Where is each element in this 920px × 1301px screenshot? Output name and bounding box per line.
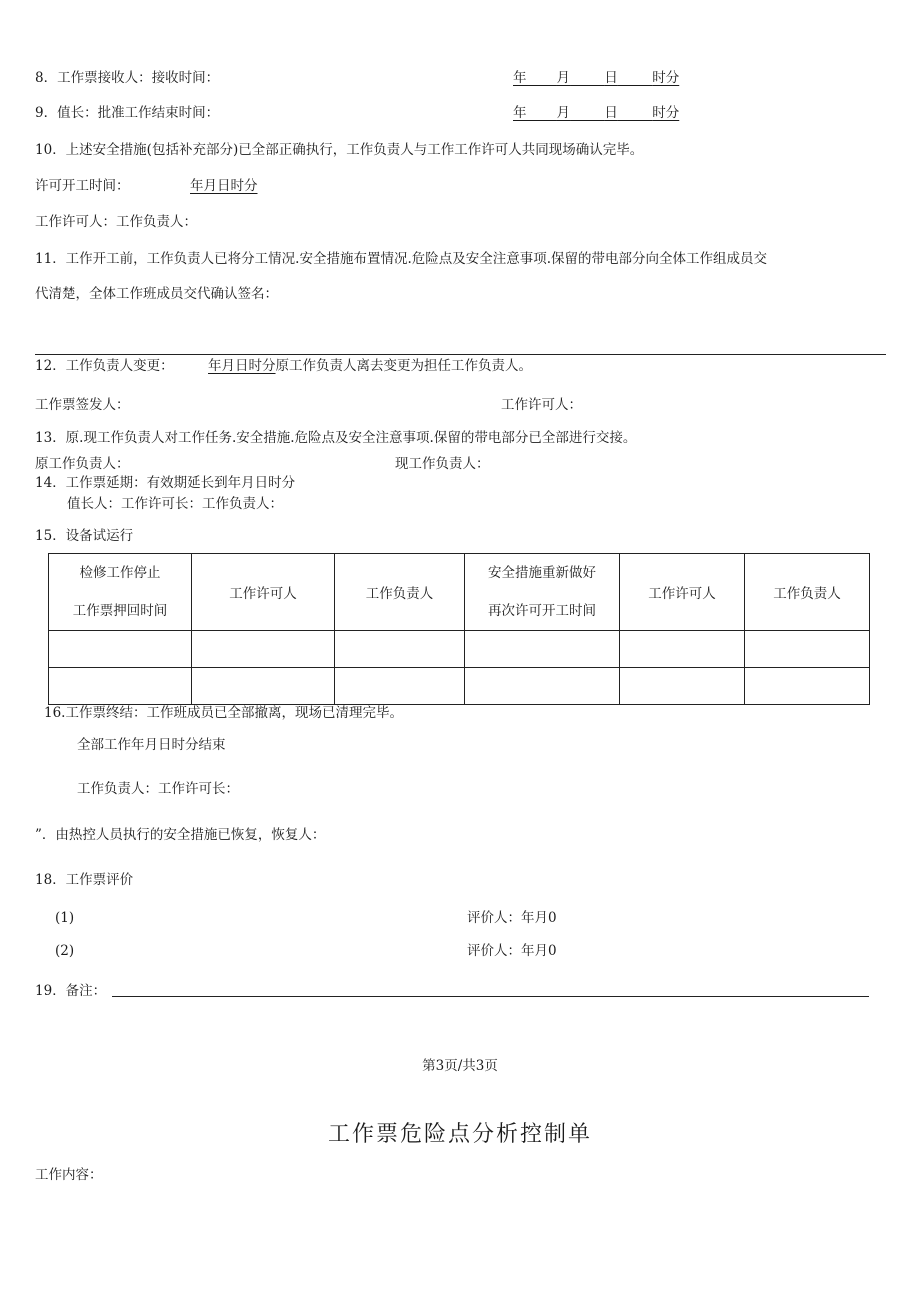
item-13-original-lead: 原工作负责人： bbox=[35, 456, 130, 472]
item-12-permitter: 工作许可人： bbox=[501, 397, 582, 413]
item-14-text: ．工作票延期：有效期延长到年月日时分 bbox=[52, 475, 296, 491]
table-row bbox=[49, 668, 870, 705]
item-18-text: ．工作票评价 bbox=[52, 872, 134, 888]
date-month: 月 bbox=[556, 70, 571, 86]
remarks-underline bbox=[112, 996, 869, 997]
table-row bbox=[49, 631, 870, 668]
permit-people: 工作许可人：工作负责人： bbox=[35, 214, 197, 230]
item-11-line2: 代清楚，全体工作班成员交代确认签名： bbox=[35, 286, 278, 302]
item-11-text: ．工作开工前，工作负责人已将分工情况.安全措施布置情况.危险点及安全注意事项.保留的带电部分向全体工作组成员交 bbox=[52, 251, 768, 267]
trial-table-header-row bbox=[49, 554, 870, 631]
table-cell[interactable] bbox=[49, 668, 192, 705]
item-12-signer: 工作票签发人： bbox=[35, 397, 130, 413]
item-17: ”．由热控人员执行的安全措施已恢复，恢复人： bbox=[35, 827, 326, 843]
trial-run-table bbox=[48, 553, 870, 705]
evaluation-row-label: (2) bbox=[55, 943, 75, 959]
table-cell[interactable] bbox=[192, 631, 335, 668]
table-cell[interactable] bbox=[465, 631, 620, 668]
header-line: 再次许可开工时间 bbox=[488, 603, 596, 619]
item-11-number: 11 bbox=[35, 251, 53, 267]
evaluation-row-signer: 评价人：年月0 bbox=[467, 910, 557, 926]
item-12-prefix: ．工作负责人变更： bbox=[52, 358, 174, 374]
item-9-date bbox=[513, 104, 679, 122]
header-cell: 工作负责人 bbox=[335, 554, 465, 631]
item-8 bbox=[35, 69, 219, 87]
item-8-text: ．工作票接收人：接收时间： bbox=[43, 70, 220, 86]
permit-start-value: 年月日时分 bbox=[190, 178, 258, 194]
item-14-signers: 值长人：工作许可长：工作负责人： bbox=[67, 496, 283, 512]
item-18-number: 18 bbox=[35, 872, 53, 888]
item-9-text: ．值长：批准工作结束时间： bbox=[43, 105, 220, 121]
item-16-end-time: 全部工作年月日时分结束 bbox=[77, 737, 226, 753]
table-cell[interactable] bbox=[335, 668, 465, 705]
header-cell bbox=[49, 554, 192, 631]
item-18 bbox=[35, 871, 133, 889]
item-12 bbox=[35, 357, 532, 375]
item-9 bbox=[35, 104, 219, 122]
table-cell[interactable] bbox=[620, 631, 745, 668]
item-14 bbox=[35, 474, 295, 492]
header-cell: 工作许可人 bbox=[192, 554, 335, 631]
date-day: 日 bbox=[604, 70, 618, 86]
item-13-current-lead: 现工作负责人： bbox=[395, 456, 490, 472]
item-9-number: 9 bbox=[35, 105, 44, 121]
item-15-number: 15 bbox=[35, 528, 53, 544]
item-15 bbox=[35, 527, 133, 545]
item-13 bbox=[35, 429, 636, 447]
section-divider bbox=[35, 354, 886, 355]
table-cell[interactable] bbox=[335, 631, 465, 668]
page-footer: 第3页/共3页 bbox=[422, 1058, 498, 1074]
item-13-text: ．原.现工作负责人对工作任务.安全措施.危险点及安全注意事项.保留的带电部分已全部进行交接。 bbox=[52, 430, 637, 446]
item-15-text: ．设备试运行 bbox=[52, 528, 134, 544]
item-19-text: ．备注： bbox=[52, 983, 107, 999]
table-cell[interactable] bbox=[745, 631, 870, 668]
header-cell: 工作许可人 bbox=[620, 554, 745, 631]
item-11-line1 bbox=[35, 250, 767, 268]
evaluation-row-label: (1) bbox=[55, 910, 75, 926]
evaluation-row-signer: 评价人：年月0 bbox=[467, 943, 557, 959]
table-cell[interactable] bbox=[192, 668, 335, 705]
item-8-date bbox=[513, 69, 679, 87]
table-cell[interactable] bbox=[745, 668, 870, 705]
date-year: 年 bbox=[513, 70, 527, 86]
item-19 bbox=[35, 982, 106, 1000]
item-12-date: 年月日时分 bbox=[208, 358, 276, 374]
item-10 bbox=[35, 141, 643, 159]
table-cell[interactable] bbox=[620, 668, 745, 705]
header-line: 检修工作停止 bbox=[79, 565, 161, 581]
permit-start-label: 许可开工时间： bbox=[35, 178, 130, 194]
table-cell[interactable] bbox=[465, 668, 620, 705]
item-16: 16.工作票终结：工作班成员已全部撤离，现场已清理完毕。 bbox=[44, 705, 403, 721]
date-day: 日 bbox=[604, 105, 618, 121]
date-time: 时分 bbox=[652, 70, 680, 86]
work-content-label: 工作内容： bbox=[35, 1167, 103, 1183]
header-line: 安全措施重新做好 bbox=[488, 565, 596, 581]
header-line: 工作票押回时间 bbox=[72, 603, 168, 619]
item-14-number: 14 bbox=[35, 475, 53, 491]
item-12-number: 12 bbox=[35, 358, 53, 374]
item-16-signers: 工作负责人：工作许可长： bbox=[77, 781, 239, 797]
item-8-number: 8 bbox=[35, 70, 44, 86]
table-cell[interactable] bbox=[49, 631, 192, 668]
header-cell: 工作负责人 bbox=[745, 554, 870, 631]
date-year: 年 bbox=[513, 105, 527, 121]
item-10-number: 10 bbox=[35, 142, 53, 158]
date-time: 时分 bbox=[652, 105, 680, 121]
header-cell bbox=[465, 554, 620, 631]
section-title: 工作票危险点分析控制单 bbox=[327, 1122, 592, 1147]
item-13-number: 13 bbox=[35, 430, 53, 446]
item-10-text: ．上述安全措施(包括补充部分)已全部正确执行，工作负责人与工作工作许可人共同现场确认完毕。 bbox=[52, 142, 644, 158]
item-19-number: 19 bbox=[35, 983, 53, 999]
item-12-suffix: 原工作负责人离去变更为担任工作负责人。 bbox=[275, 358, 533, 374]
date-month: 月 bbox=[556, 105, 571, 121]
